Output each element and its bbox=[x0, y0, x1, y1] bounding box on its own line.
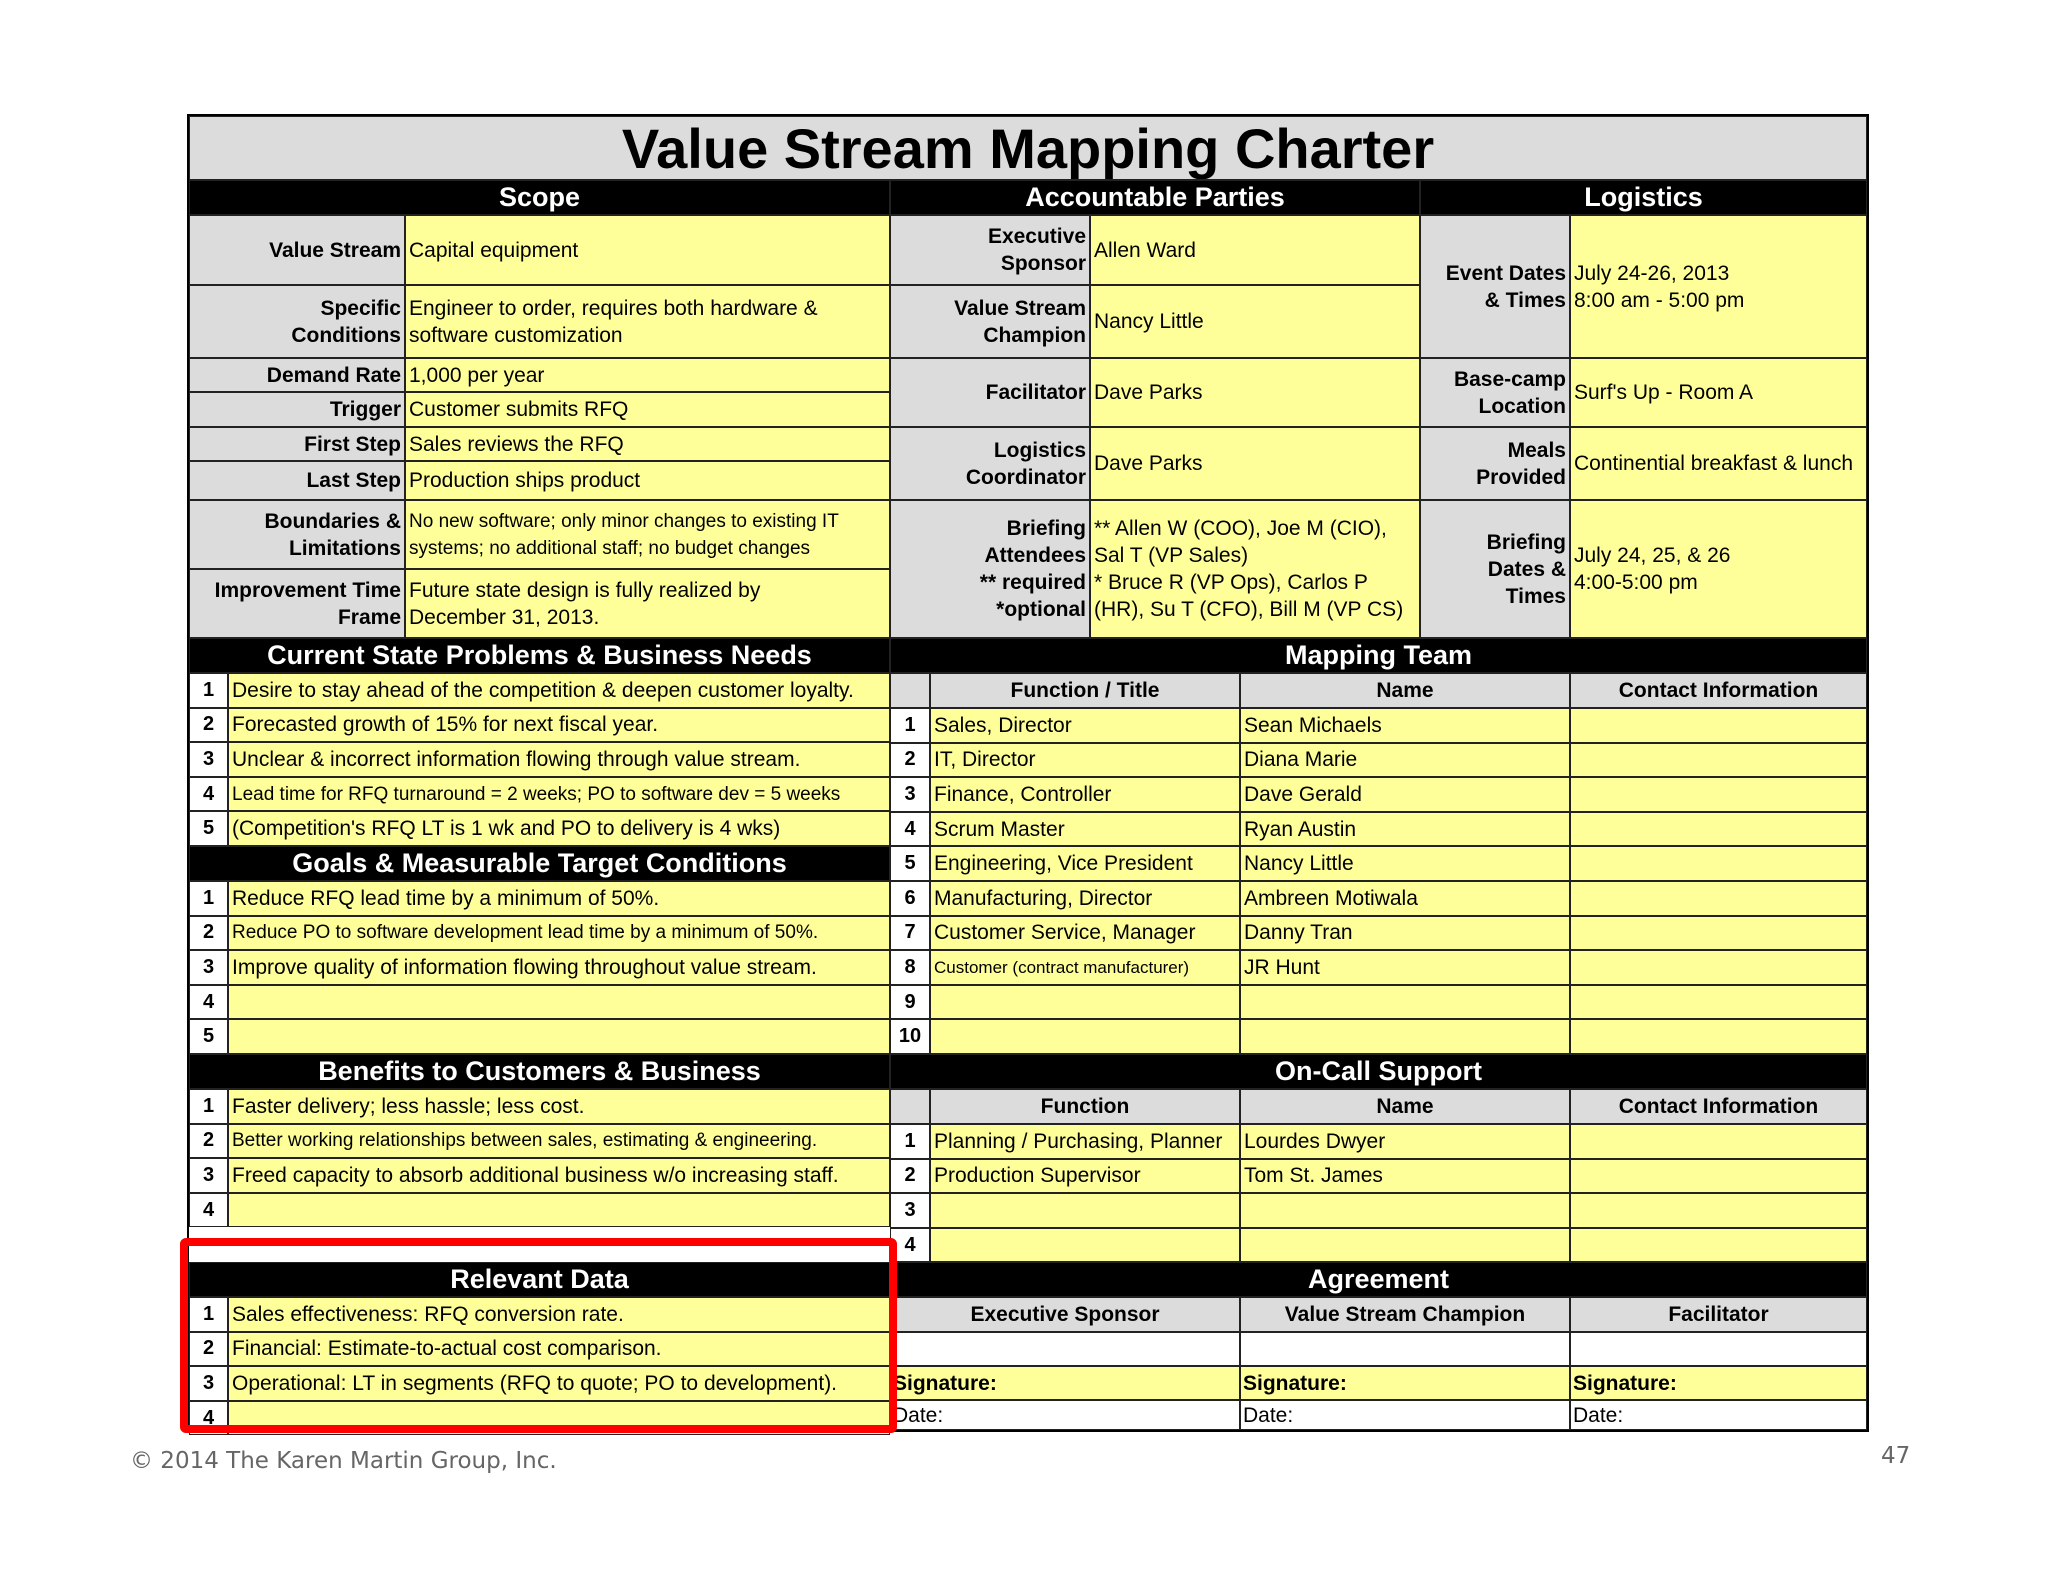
agreement-vsc-header: Value Stream Champion bbox=[1240, 1297, 1570, 1332]
problem-number: 5 bbox=[189, 811, 228, 846]
fac-signature-field[interactable]: Signature: bbox=[1570, 1366, 1867, 1400]
specific-conditions-value-line-1: Engineer to order, requires both hardware & bbox=[409, 296, 818, 320]
charter-sheet bbox=[187, 114, 1869, 1432]
mapping-team-contact bbox=[1570, 950, 1867, 985]
mapping-team-name-header: Name bbox=[1240, 673, 1570, 708]
problem-item: Desire to stay ahead of the competition & deepen customer loyalty. bbox=[228, 673, 890, 708]
mapping-team-contact bbox=[1570, 1019, 1867, 1054]
facilitator-label: Facilitator bbox=[890, 358, 1090, 427]
boundaries-label bbox=[189, 500, 405, 569]
mapping-team-name: JR Hunt bbox=[1240, 950, 1570, 985]
accountable-parties-header: Accountable Parties bbox=[890, 180, 1420, 215]
mapping-team-name: Ryan Austin bbox=[1240, 812, 1570, 847]
boundaries-value-line-2: systems; no additional staff; no budget changes bbox=[409, 537, 811, 559]
relevant-data-header: Relevant Data bbox=[189, 1262, 890, 1297]
briefing-dates-label-line-2: Dates & bbox=[1487, 557, 1566, 581]
mapping-team-name: Danny Tran bbox=[1240, 916, 1570, 951]
scope-header: Scope bbox=[189, 180, 890, 215]
goal-item bbox=[228, 985, 890, 1020]
demand-rate-label: Demand Rate bbox=[189, 358, 405, 392]
briefing-dates-label-line-3: Times bbox=[1505, 584, 1566, 608]
benefit-number: 4 bbox=[189, 1193, 228, 1228]
oncall-contact-header: Contact Information bbox=[1570, 1089, 1867, 1124]
oncall-number: 2 bbox=[890, 1159, 930, 1194]
mapping-team-function: Engineering, Vice President bbox=[930, 846, 1240, 881]
briefing-dates-label-line-1: Briefing bbox=[1486, 530, 1566, 554]
improvement-timeframe-value-line-1: Future state design is fully realized by bbox=[409, 578, 761, 602]
oncall-function: Planning / Purchasing, Planner bbox=[930, 1124, 1240, 1159]
base-camp-value: Surf's Up - Room A bbox=[1570, 358, 1867, 427]
mapping-team-function: IT, Director bbox=[930, 743, 1240, 778]
event-dates-value-line-2: 8:00 am - 5:00 pm bbox=[1574, 288, 1745, 312]
agreement-header: Agreement bbox=[890, 1262, 1867, 1297]
value-stream-value: Capital equipment bbox=[405, 215, 890, 285]
mapping-team-function: Customer (contract manufacturer) bbox=[930, 950, 1240, 985]
briefing-attendees-label bbox=[890, 500, 1090, 638]
meals-label-line-1: Meals bbox=[1507, 438, 1566, 462]
specific-conditions-label bbox=[189, 285, 405, 358]
value-stream-champion-label-line-1: Value Stream bbox=[954, 296, 1086, 320]
demand-rate-value: 1,000 per year bbox=[405, 358, 890, 392]
vsc-date-field[interactable]: Date: bbox=[1240, 1400, 1570, 1430]
base-camp-label bbox=[1420, 358, 1570, 427]
event-dates-label-line-1: Event Dates bbox=[1445, 261, 1566, 285]
event-dates-label-line-2: & Times bbox=[1484, 288, 1566, 312]
relevant-data-number: 2 bbox=[189, 1332, 228, 1367]
agreement-fac-blank bbox=[1570, 1332, 1867, 1366]
mapping-team-number: 2 bbox=[890, 743, 930, 778]
boundaries-label-line-2: Limitations bbox=[288, 536, 401, 560]
logistics-coordinator-label bbox=[890, 427, 1090, 500]
logistics-header: Logistics bbox=[1420, 180, 1867, 215]
oncall-function-header: Function bbox=[930, 1089, 1240, 1124]
briefing-attendees-label-line-2: Attendees bbox=[984, 544, 1086, 567]
first-step-label: First Step bbox=[189, 427, 405, 461]
goal-item: Reduce PO to software development lead time by a minimum of 50%. bbox=[228, 916, 890, 951]
mapping-team-name bbox=[1240, 985, 1570, 1020]
briefing-attendees-label-line-4: *optional bbox=[996, 598, 1086, 621]
briefing-attendees-value-line-4: (HR), Su T (CFO), Bill M (VP CS) bbox=[1094, 598, 1404, 621]
page-title: Value Stream Mapping Charter bbox=[189, 116, 1867, 180]
problem-item: Lead time for RFQ turnaround = 2 weeks; PO to software dev = 5 weeks bbox=[228, 777, 890, 812]
mapping-team-contact bbox=[1570, 846, 1867, 881]
mapping-team-contact bbox=[1570, 985, 1867, 1020]
goals-header: Goals & Measurable Target Conditions bbox=[189, 846, 890, 881]
oncall-number: 3 bbox=[890, 1193, 930, 1228]
improvement-timeframe-value-line-2: December 31, 2013. bbox=[409, 605, 600, 629]
relevant-data-item: Operational: LT in segments (RFQ to quote; PO to development). bbox=[228, 1366, 890, 1401]
oncall-name: Lourdes Dwyer bbox=[1240, 1124, 1570, 1159]
mapping-team-name: Dave Gerald bbox=[1240, 777, 1570, 812]
exec-signature-field[interactable]: Signature: bbox=[890, 1366, 1240, 1400]
trigger-value: Customer submits RFQ bbox=[405, 392, 890, 427]
oncall-name bbox=[1240, 1228, 1570, 1263]
vsc-signature-field[interactable]: Signature: bbox=[1240, 1366, 1570, 1400]
briefing-dates-label bbox=[1420, 500, 1570, 638]
benefit-number: 2 bbox=[189, 1124, 228, 1159]
mapping-team-contact bbox=[1570, 916, 1867, 951]
oncall-header: On-Call Support bbox=[890, 1054, 1867, 1089]
benefit-item: Faster delivery; less hassle; less cost. bbox=[228, 1089, 890, 1124]
mapping-team-number: 7 bbox=[890, 916, 930, 951]
relevant-data-number: 3 bbox=[189, 1366, 228, 1401]
last-step-value: Production ships product bbox=[405, 461, 890, 500]
meals-value: Continential breakfast & lunch bbox=[1570, 427, 1867, 500]
oncall-function bbox=[930, 1228, 1240, 1263]
relevant-data-item bbox=[228, 1401, 890, 1436]
oncall-contact bbox=[1570, 1159, 1867, 1194]
mapping-team-function bbox=[930, 1019, 1240, 1054]
mapping-team-number: 5 bbox=[890, 846, 930, 881]
problem-item: Forecasted growth of 15% for next fiscal year. bbox=[228, 708, 890, 743]
logistics-coordinator-label-line-2: Coordinator bbox=[965, 465, 1086, 489]
mapping-team-function: Manufacturing, Director bbox=[930, 881, 1240, 916]
mapping-team-number: 8 bbox=[890, 950, 930, 985]
goal-item bbox=[228, 1019, 890, 1054]
relevant-data-number: 4 bbox=[189, 1401, 228, 1436]
mapping-team-name: Nancy Little bbox=[1240, 846, 1570, 881]
benefits-header: Benefits to Customers & Business bbox=[189, 1054, 890, 1089]
improvement-timeframe-label bbox=[189, 569, 405, 638]
event-dates-value bbox=[1570, 215, 1867, 358]
goal-item: Reduce RFQ lead time by a minimum of 50%. bbox=[228, 881, 890, 916]
briefing-attendees-label-line-3: ** required bbox=[979, 571, 1086, 594]
oncall-function: Production Supervisor bbox=[930, 1159, 1240, 1194]
value-stream-champion-value: Nancy Little bbox=[1090, 285, 1420, 358]
agreement-vsc-blank bbox=[1240, 1332, 1570, 1366]
oncall-name-header: Name bbox=[1240, 1089, 1570, 1124]
boundaries-label-line-1: Boundaries & bbox=[264, 509, 401, 533]
agreement-exec-blank bbox=[890, 1332, 1240, 1366]
goal-number: 3 bbox=[189, 950, 228, 985]
oncall-name bbox=[1240, 1193, 1570, 1228]
mapping-team-contact bbox=[1570, 812, 1867, 847]
value-stream-label: Value Stream bbox=[189, 215, 405, 285]
specific-conditions-value bbox=[405, 285, 890, 358]
problem-number: 4 bbox=[189, 777, 228, 812]
value-stream-champion-label bbox=[890, 285, 1090, 358]
last-step-label: Last Step bbox=[189, 461, 405, 500]
oncall-number: 4 bbox=[890, 1228, 930, 1263]
boundaries-value-line-1: No new software; only minor changes to existing IT bbox=[409, 510, 839, 532]
mapping-team-function: Customer Service, Manager bbox=[930, 916, 1240, 951]
mapping-team-function: Finance, Controller bbox=[930, 777, 1240, 812]
boundaries-value bbox=[405, 500, 890, 569]
oncall-contact bbox=[1570, 1193, 1867, 1228]
exec-date-field[interactable]: Date: bbox=[890, 1400, 1240, 1430]
goal-number: 4 bbox=[189, 985, 228, 1020]
agreement-exec-header: Executive Sponsor bbox=[890, 1297, 1240, 1332]
improvement-timeframe-label-line-1: Improvement Time bbox=[214, 578, 401, 602]
event-dates-label bbox=[1420, 215, 1570, 358]
event-dates-value-line-1: July 24-26, 2013 bbox=[1574, 261, 1730, 285]
executive-sponsor-label-line-2: Sponsor bbox=[1000, 252, 1086, 275]
logistics-coordinator-label-line-1: Logistics bbox=[993, 438, 1086, 462]
meals-label bbox=[1420, 427, 1570, 500]
oncall-number: 1 bbox=[890, 1124, 930, 1159]
mapping-team-number: 1 bbox=[890, 708, 930, 743]
relevant-data-number: 1 bbox=[189, 1297, 228, 1332]
value-stream-champion-label-line-2: Champion bbox=[983, 323, 1086, 347]
mapping-team-contact-header: Contact Information bbox=[1570, 673, 1867, 708]
agreement-fac-header: Facilitator bbox=[1570, 1297, 1867, 1332]
mapping-team-number: 4 bbox=[890, 812, 930, 847]
goal-item: Improve quality of information flowing throughout value stream. bbox=[228, 950, 890, 985]
benefit-number: 1 bbox=[189, 1089, 228, 1124]
first-step-value: Sales reviews the RFQ bbox=[405, 427, 890, 461]
mapping-team-header: Mapping Team bbox=[890, 638, 1867, 673]
goal-number: 2 bbox=[189, 916, 228, 951]
specific-conditions-label-line-1: Specific bbox=[320, 296, 401, 320]
mapping-team-contact bbox=[1570, 777, 1867, 812]
briefing-dates-value-line-1: July 24, 25, & 26 bbox=[1574, 544, 1731, 567]
problem-item: Unclear & incorrect information flowing through value stream. bbox=[228, 742, 890, 777]
mapping-team-name bbox=[1240, 1019, 1570, 1054]
relevant-data-item: Financial: Estimate-to-actual cost comparison. bbox=[228, 1332, 890, 1367]
oncall-function bbox=[930, 1193, 1240, 1228]
specific-conditions-value-line-2: software customization bbox=[409, 323, 623, 347]
problem-number: 1 bbox=[189, 673, 228, 708]
mapping-team-function bbox=[930, 985, 1240, 1020]
benefit-item: Better working relationships between sales, estimating & engineering. bbox=[228, 1124, 890, 1159]
briefing-attendees-value-line-2: Sal T (VP Sales) bbox=[1094, 544, 1249, 567]
fac-date-field[interactable]: Date: bbox=[1570, 1400, 1867, 1430]
mapping-team-function: Scrum Master bbox=[930, 812, 1240, 847]
briefing-dates-value bbox=[1570, 500, 1867, 638]
problems-header: Current State Problems & Business Needs bbox=[189, 638, 890, 673]
goal-number: 1 bbox=[189, 881, 228, 916]
mapping-team-function-header: Function / Title bbox=[930, 673, 1240, 708]
specific-conditions-label-line-2: Conditions bbox=[291, 323, 401, 347]
benefit-number: 3 bbox=[189, 1158, 228, 1193]
relevant-data-item: Sales effectiveness: RFQ conversion rate. bbox=[228, 1297, 890, 1332]
mapping-team-number: 10 bbox=[890, 1019, 930, 1054]
page-number: 47 bbox=[1881, 1443, 1911, 1469]
oncall-corner bbox=[890, 1089, 930, 1124]
mapping-team-name: Sean Michaels bbox=[1240, 708, 1570, 743]
benefit-item: Freed capacity to absorb additional business w/o increasing staff. bbox=[228, 1158, 890, 1193]
executive-sponsor-label bbox=[890, 215, 1090, 285]
facilitator-value: Dave Parks bbox=[1090, 358, 1420, 427]
footer-copyright: © 2014 The Karen Martin Group, Inc. bbox=[130, 1448, 557, 1474]
mapping-team-contact bbox=[1570, 708, 1867, 743]
base-camp-label-line-1: Base-camp bbox=[1453, 367, 1566, 391]
logistics-coordinator-value: Dave Parks bbox=[1090, 427, 1420, 500]
briefing-attendees-label-line-1: Briefing bbox=[1006, 517, 1086, 540]
meals-label-line-2: Provided bbox=[1476, 465, 1566, 489]
problem-number: 2 bbox=[189, 708, 228, 743]
trigger-label: Trigger bbox=[189, 392, 405, 427]
mapping-team-contact bbox=[1570, 743, 1867, 778]
improvement-timeframe-label-line-2: Frame bbox=[337, 605, 401, 629]
oncall-contact bbox=[1570, 1228, 1867, 1263]
briefing-attendees-value bbox=[1090, 500, 1420, 638]
briefing-dates-value-line-2: 4:00-5:00 pm bbox=[1574, 571, 1698, 594]
mapping-team-name: Ambreen Motiwala bbox=[1240, 881, 1570, 916]
problem-item: (Competition's RFQ LT is 1 wk and PO to delivery is 4 wks) bbox=[228, 811, 890, 846]
oncall-contact bbox=[1570, 1124, 1867, 1159]
executive-sponsor-value: Allen Ward bbox=[1090, 215, 1420, 285]
briefing-attendees-value-line-3: * Bruce R (VP Ops), Carlos P bbox=[1094, 571, 1368, 594]
mapping-team-number: 9 bbox=[890, 985, 930, 1020]
briefing-attendees-value-line-1: ** Allen W (COO), Joe M (CIO), bbox=[1094, 517, 1387, 540]
base-camp-label-line-2: Location bbox=[1478, 394, 1566, 418]
mapping-team-function: Sales, Director bbox=[930, 708, 1240, 743]
oncall-name: Tom St. James bbox=[1240, 1159, 1570, 1194]
mapping-team-number: 3 bbox=[890, 777, 930, 812]
benefit-item bbox=[228, 1193, 890, 1228]
goal-number: 5 bbox=[189, 1019, 228, 1054]
mapping-team-corner bbox=[890, 673, 930, 708]
executive-sponsor-label-line-1: Executive bbox=[987, 225, 1086, 248]
mapping-team-contact bbox=[1570, 881, 1867, 916]
mapping-team-number: 6 bbox=[890, 881, 930, 916]
problem-number: 3 bbox=[189, 742, 228, 777]
mapping-team-name: Diana Marie bbox=[1240, 743, 1570, 778]
improvement-timeframe-value bbox=[405, 569, 890, 638]
